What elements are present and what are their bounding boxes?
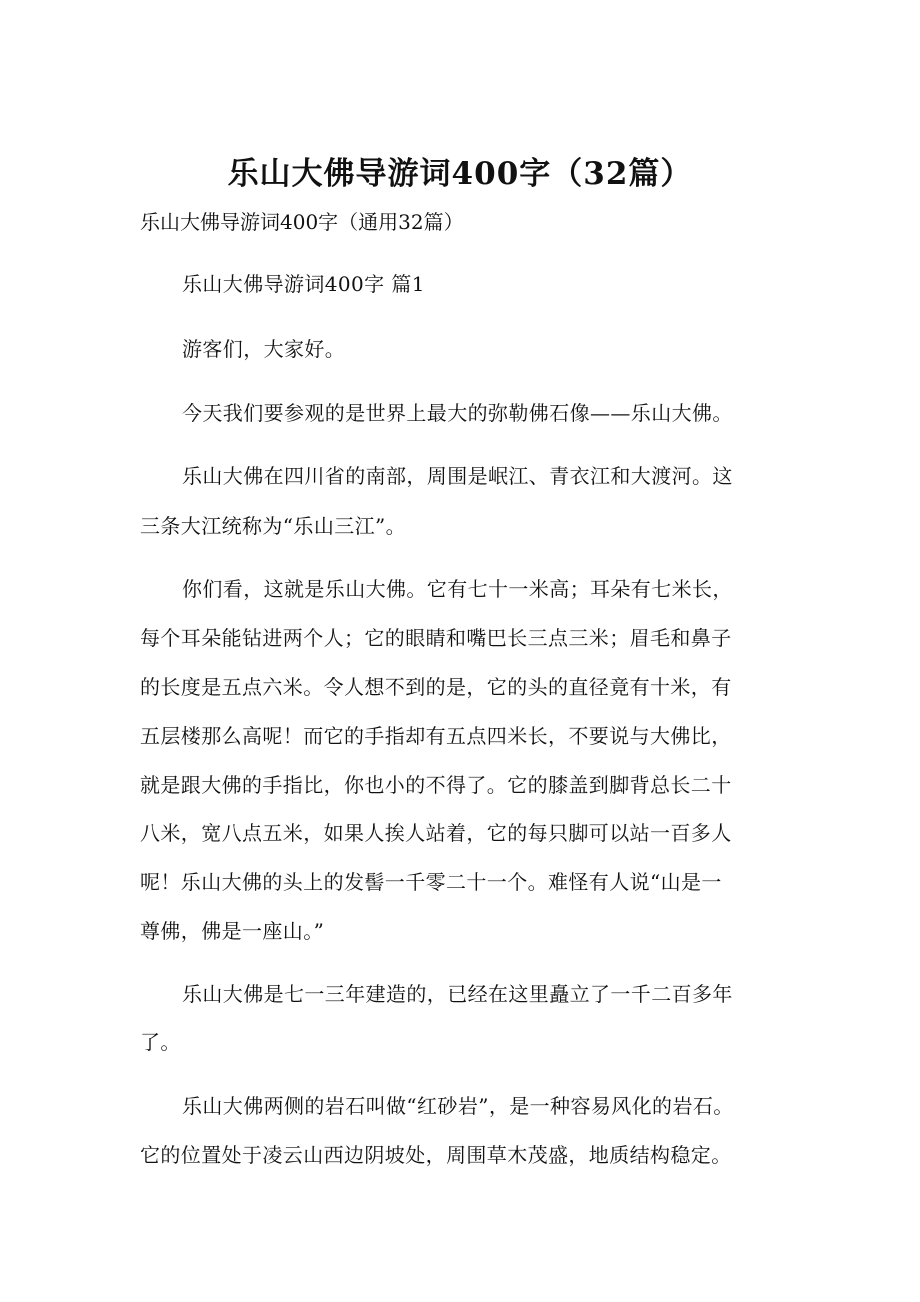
paragraph-line: 每个耳朵能钻进两个人；它的眼睛和嘴巴长三点三米；眉毛和鼻子 <box>140 626 732 650</box>
paragraph-line: 尊佛，佛是一座山。” <box>140 919 325 943</box>
paragraph-line: 今天我们要参观的是世界上最大的弥勒佛石像——乐山大佛。 <box>182 401 733 425</box>
section-heading: 乐山大佛导游词400字 篇1 <box>182 272 425 296</box>
paragraph-line: 三条大江统称为“乐山三江”。 <box>140 514 407 538</box>
document-title: 乐山大佛导游词400字（32篇） <box>227 156 693 192</box>
paragraph-line: 它的位置处于凌云山西边阴坡处，周围草木茂盛，地质结构稳定。 <box>140 1143 732 1167</box>
paragraph-line: 乐山大佛两侧的岩石叫做“红砂岩”，是一种容易风化的岩石。 <box>182 1094 734 1118</box>
paragraph-line: 了。 <box>140 1030 181 1054</box>
paragraph-line: 你们看，这就是乐山大佛。它有七十一米高；耳朵有七米长， <box>182 577 733 601</box>
paragraph-line: 就是跟大佛的手指比，你也小的不得了。它的膝盖到脚背总长二十 <box>140 773 732 797</box>
document-subtitle: 乐山大佛导游词400字（通用32篇） <box>140 210 464 234</box>
paragraph-line: 游客们，大家好。 <box>182 337 346 361</box>
paragraph-line: 五层楼那么高呢！而它的手指却有五点四米长，不要说与大佛比， <box>140 724 732 748</box>
paragraph-line: 乐山大佛是七一三年建造的，已经在这里矗立了一千二百多年 <box>182 982 733 1006</box>
paragraph-line: 的长度是五点六米。令人想不到的是，它的头的直径竟有十米，有 <box>140 675 732 699</box>
paragraph-line: 八米，宽八点五米，如果人挨人站着，它的每只脚可以站一百多人 <box>140 821 732 845</box>
paragraph-line: 乐山大佛在四川省的南部，周围是岷江、青衣江和大渡河。这 <box>182 464 733 488</box>
paragraph-line: 呢！乐山大佛的头上的发髻一千零二十一个。难怪有人说“山是一 <box>140 870 722 894</box>
